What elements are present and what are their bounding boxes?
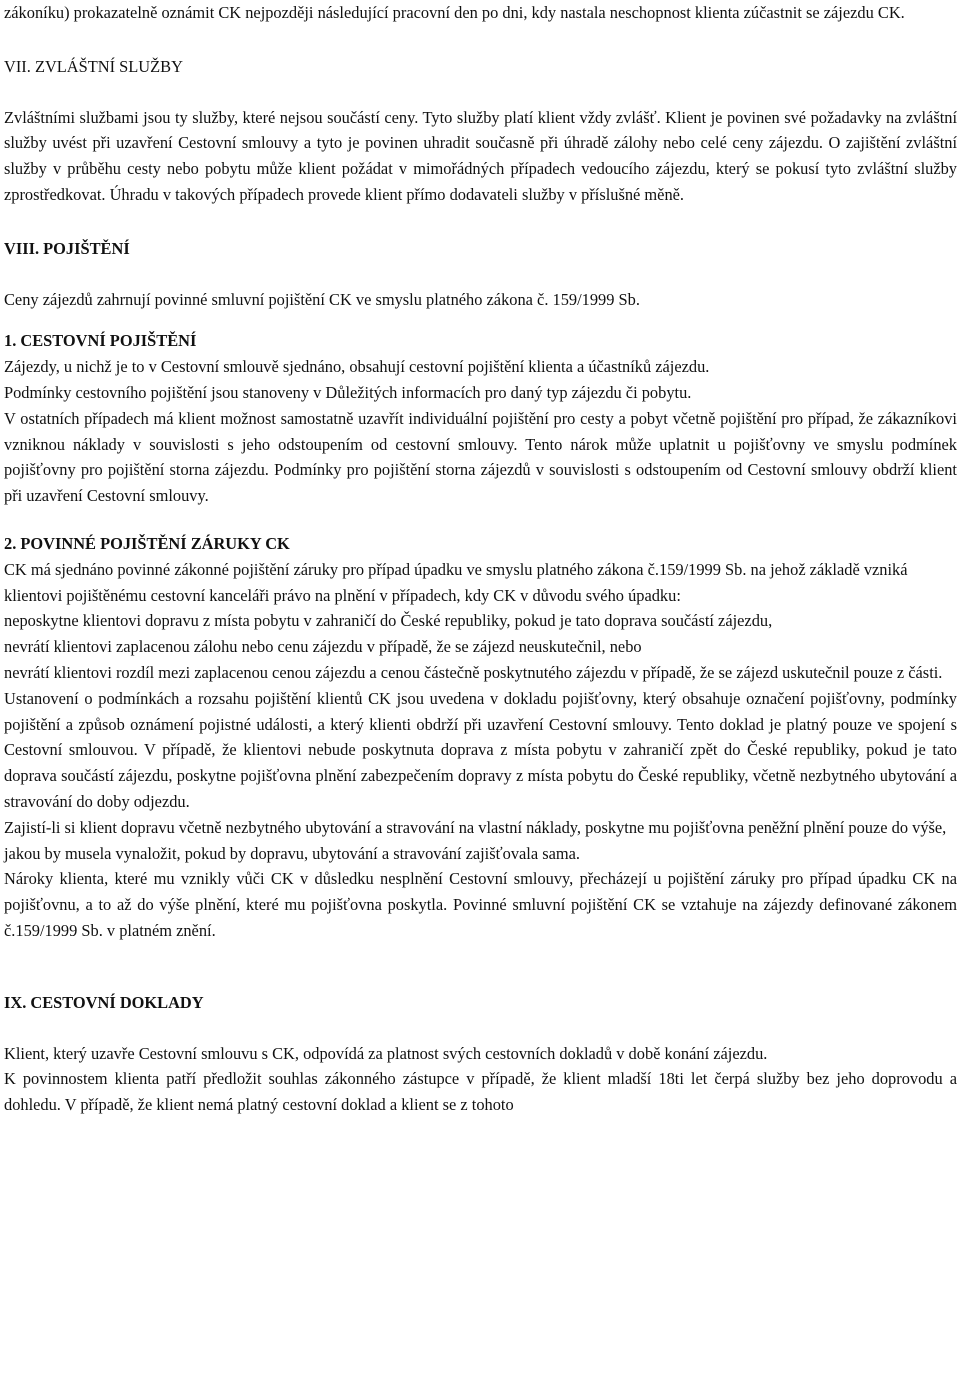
section-viii-paragraph: Ceny zájezdů zahrnují povinné smluvní pojištění CK ve smyslu platného zákona č. 159/1999 Sb.: [4, 289, 640, 309]
sub2-line: Nároky klienta, které mu vznikly vůči CK v důsledku nesplnění Cestovní smlouvy, přecházejí u pojištění záruky pro případ úpadku CK na pojišťovnu, a to až do výše plnění, které mu pojišťovna poskytla. Povinné smluvní pojištění CK se vztahuje na zájezdy definované zákonem č.159/1999 Sb. v platném znění.: [4, 869, 957, 940]
sub2-line: nevrátí klientovi zaplacenou zálohu nebo cenu zájezdu v případě, že se zájezd neuskutečnil, nebo: [4, 637, 642, 657]
sub2-line: nevrátí klientovi rozdíl mezi zaplacenou cenou zájezdu a cenou částečně poskytnutého zájezdu v případě, že se zájezd uskutečnil pouze z části.: [4, 662, 943, 682]
section-viii-heading: VIII. POJIŠTĚNÍ: [4, 238, 130, 258]
sub2-line: Zajistí-li si klient dopravu včetně nezbytného ubytování a stravování na vlastní náklady, poskytne mu pojišťovna peněžní plnění pouze do výše, jakou by musela vynaložit, pokud by dopravu, ubytování a stravování zajišťovala sama.: [4, 817, 947, 863]
section-ix-line: Klient, který uzavře Cestovní smlouvu s CK, odpovídá za platnost svých cestovních dokladů v době konání zájezdu.: [4, 1043, 768, 1063]
sub2-heading: 2. POVINNÉ POJIŠTĚNÍ ZÁRUKY CK: [4, 533, 290, 553]
sub2-line: Ustanovení o podmínkách a rozsahu pojištění klientů CK jsou uvedena v dokladu pojišťovny, který obsahuje označení pojišťovny, podmínky pojištění a způsob oznámení pojistné události, a který klienti obdrží při uzavření Cestovní smlouvy. Tento doklad je platný pouze ve spojení s Cestovní smlouvou. V případě, že klientovi nebude poskytnuta doprava z místa pobytu v zahraničí zpět do České republiky, pokud je tato doprava součástí zájezdu, poskytne pojišťovna plnění zabezpečením dopravy z místa pobytu do České republiky, včetně nezbytného ubytování a stravování do doby odjezdu.: [4, 688, 957, 811]
sub1-line: V ostatních případech má klient možnost samostatně uzavřít individuální pojištění pro cesty a pobyt včetně pojištění pro případ, že zákazníkovi vzniknou náklady v souvislosti s jeho odstoupením od cestovní smlouvy. Tento nárok může uplatnit u pojišťovny ve smyslu podmínek pojišťovny pro pojištění storna zájezdu. Podmínky pro pojištění storna zájezdů v souvislosti s odstoupením od Cestovní smlouvy obdrží klient při uzavření Cestovní smlouvy.: [4, 408, 957, 506]
sub2-line: CK má sjednáno povinné zákonné pojištění záruky pro případ úpadku ve smyslu platného zákona č.159/1999 Sb. na jehož základě vzniká klientovi pojištěnému cestovní kanceláři právo na plnění v případech, kdy CK v důvodu svého úpadku:: [4, 559, 908, 605]
section-ix-heading: IX. CESTOVNÍ DOKLADY: [4, 992, 204, 1012]
sub2-line: neposkytne klientovi dopravu z místa pobytu v zahraničí do České republiky, pokud je tato doprava součástí zájezdu,: [4, 611, 773, 631]
intro-paragraph: zákoníku) prokazatelně oznámit CK nejpozději následující pracovní den po dni, kdy nastala neschopnost klienta zúčastnit se zájezdu CK.: [4, 3, 905, 22]
sub1-line: Podmínky cestovního pojištění jsou stanoveny v Důležitých informacích pro daný typ zájezdu či pobytu.: [4, 382, 692, 402]
sub1-line: Zájezdy, u nichž je to v Cestovní smlouvě sjednáno, obsahují cestovní pojištění klienta a účastníků zájezdu.: [4, 357, 710, 377]
section-vii-heading: VII. ZVLÁŠTNÍ SLUŽBY: [4, 56, 183, 76]
sub1-heading: 1. CESTOVNÍ POJIŠTĚNÍ: [4, 331, 197, 351]
section-vii-paragraph: Zvláštními službami jsou ty služby, které nejsou součástí ceny. Tyto služby platí klient vždy zvlášť. Klient je povinen své požadavky na zvláštní služby uvést při uzavření Cestovní smlouvy a tyto je povinen uhradit současně při úhradě zálohy nebo celé ceny zájezdu. O zajištění zvláštní služby v průběhu cesty nebo pobytu může klient požádat v mimořádných případech vedoucího zájezdu, který se pokusí tyto zvláštní služby zprostředkovat. Úhradu v takových případech provede klient přímo dodavateli služby v příslušné měně.: [4, 107, 957, 204]
section-ix-line: K povinnostem klienta patří předložit souhlas zákonného zástupce v případě, že klient mladší 18ti let čerpá služby bez jeho doprovodu a dohledu. V případě, že klient nemá platný cestovní doklad a klient se z tohoto: [4, 1069, 957, 1115]
